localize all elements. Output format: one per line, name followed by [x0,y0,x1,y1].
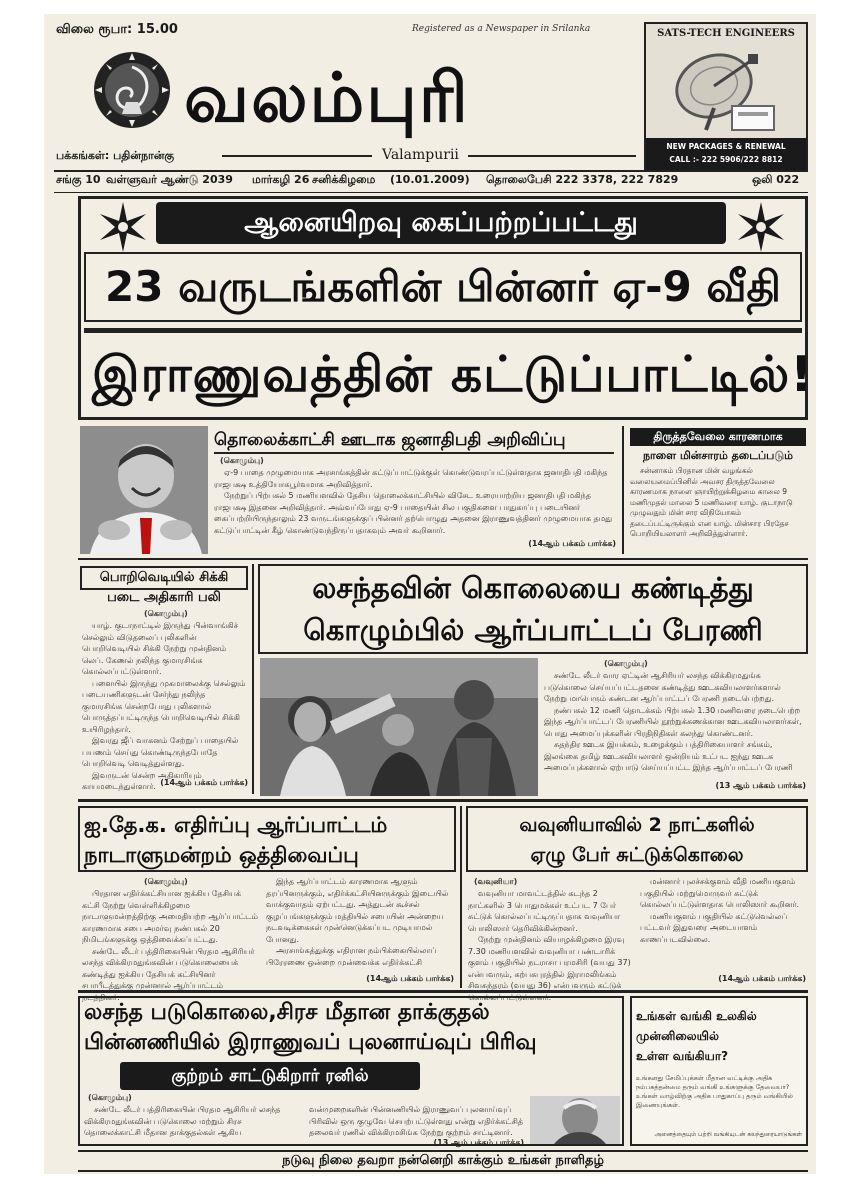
registration-note: Registered as a Newspaper in Srilanka [412,24,591,34]
dateline-day: சனிக்கிழமை [312,173,376,186]
protest-para: சுதந்திர ஊடக இயக்கம், உழைக்கும் பத்திரிகையாளர் சங்கம், இலங்கை தமிழ் ஊடகவியலாளர் ஒன்றியம் உட்பட ஐந்து ஊடக அமைப்புக்களால் ஏற்பாடு செய்யப்பட்ட இந்த ஆர்ப்பாட்டப் பேரணி [544,740,793,772]
tv-story-para: நேற்றுப் பிற்பகல் 5 மணியளவில் தேசிய தொலைக்காட்சியில் விசேட உரையாற்றிய ஜனாதிபதி மகிந்த ராஜபக்ஷ இதனை அறிவித்தார். அவ்வப்போது ஏ-9 பாதையின் சில பகுதிகளை பாதுகாப்பு படையினர் கைப்பற்றியிருந்தாலும் 23 வருடங்களுக்குப் பின்னர் தற்பொழுது அதனை இராணுவத்தினர் முழுமையாக தமது கட்டுப்பாட்டின் கீழ் கொண்டுவந்திருப்பதாகவும் அவர் கூறினார். [214,491,613,535]
lasantha-headline-2: பின்னணியில் இராணுவப் புலனாய்வுப் பிரிவு [84,1030,537,1055]
vavuniya-body-col2 [640,876,806,972]
lasantha-kicker: குற்றம் சாட்டுகிறார் ரனில் [171,1066,369,1086]
dateline-date: (10.01.2009) [390,173,470,186]
vavuniya-para: வவுனியா மாவட்டத்தில் கடந்த 2 நாட்களில் 3 பொதுமக்கள் உட்பட 7 பேர் சுட்டுக் கொல்லப்பட்டிருப்பதாக வவுனியா பொலிஸார் தெரிவிக்கின்றனர். [468,889,621,933]
blast-story-para: யாழ். குடாநாட்டில் இருந்து பின்வாங்கிச் செல்லும் விடுதலைப் புலிகளின் பொறிவெடியில் சிக்கி நேற்று முன்தினம் லெப். கேணல் நலிந்த குமாரசிங்க கொல்லப்பட்டுள்ளார். [82,621,239,676]
protest-dateline: (கொழும்பு) [604,659,648,668]
title-rule-right [468,155,636,157]
satellite-dish-icon [670,46,782,138]
lasantha-body [84,1104,524,1140]
power-story-headline-2: நாளை மின்சாரம் தடைப்படும் [642,449,794,462]
unp-para: அரசாங்கத்துக்கு எதிரான நம்பிக்கையில்லாப் பிரேரணை ஒன்றை முன்வைக்க எதிர்க்கட்சி [266,946,437,967]
dateline-year: வள்ளுவர் ஆண்டு 2039 [106,173,233,186]
tv-story-continued[interactable]: (14ஆம் பக்கம் பார்க்க) [528,539,616,548]
unp-para: இந்த ஆர்ப்பாட்டம் காரணமாக ஆளும் தரப்பினருக்கும், எதிர்க்கட்சியினருக்கும் இடையில் வாக்குவாதம் ஏற்பட்டது. அத்துடன் கூச்சல் குழப்பங்களுக்கும் மத்தியில் சபையின் அன்றைய நடவடிக்கைகள் முன்னெடுக்கப்பட முடியாமல் போனது. [266,877,449,944]
vavuniya-divider [460,806,462,988]
satstech-ad-line2: CALL :- 222 5906/222 8812 [669,155,783,164]
unp-body-col1 [82,888,258,1002]
blast-story-para: இவருடன் சென்ற அதிகாரியும் காயமடைந்துள்ளார். [82,770,202,791]
blast-story-headline-1: பொறிவெடியில் சிக்கி [80,566,248,590]
tv-story-headline: தொலைக்காட்சி ஊடாக ஜனாதிபதி அறிவிப்பு [214,428,614,454]
satstech-ad [644,22,808,172]
page-count: பக்கங்கள்: பதின்நான்கு [56,149,175,162]
power-story-headline-1: திருத்தவேலை காரணமாக [630,428,806,446]
lasantha-headline-1: லசந்த படுகொலை,சிரச மீதான தாக்குதல் [84,1000,490,1025]
dateline [56,173,808,191]
unp-continued[interactable]: (14ஆம் பக்கம் பார்க்க) [366,974,454,983]
power-story-body [630,466,806,550]
power-story-para: சன்னாகம் பிரதான மின் வழங்கல் வலையமைப்பினில் அவசர திருத்தவேலை காரணமாக நாளை ஞாயிற்றுக்கிழமை காலை 9 மணிமுதல் மாலை 5 மணிவரை யாழ். குடாநாடு முழுவதும் மின் சார விநியோகம் தடைப்பட்டிருக்கும் என யாழ். மின்சார பிரதேச பொறியியலாளர் அறிவித்துள்ளார். [630,466,793,538]
blast-story-continued[interactable]: (14ஆம் பக்கம் பார்க்க) [160,778,248,787]
star-icon-right [734,200,788,258]
unp-headline-1: ஐ.தே.க. எதிர்ப்பு ஆர்ப்பாட்டம் [84,813,388,837]
unp-para: பிரதான எதிர்க்கட்சியான ஐக்கிய தேசியக் கட்சி நேற்று வெள்ளிக்கிழமை நாடாளுமன்றத்திற்கு அமைதியற்ற ஆர்ப்பாட்டம் காரணமாக சபை அமர்வு நண்பகல் 20 நிமிடங்களுக்கு ஒத்திவைக்கப்பட்டது. [82,889,258,944]
tv-story-para: ஏ-9 பாதை முழுமையாக அரசாங்கத்தின் கட்டுப்பாட்டுக்குள் கொண்டுவரப்பட்டுள்ளதாக ஜனாதிபதி மகிந்த ராஜபக்ஷ உத்தியோகபூர்வமாக அறிவித்தார். [214,468,608,489]
vavuniya-body-col1 [468,888,634,1002]
ranil-photo [530,1096,620,1144]
section-rule-3 [78,990,808,993]
footer-motto: நடுவு நிலை தவறா நன்னெறி காக்கும் உங்கள் நாளிதழ் [282,1153,604,1168]
protest-para: நண்பகல் 12 மணி தொடக்கம் பிற்பகல் 1.30 மணிவரை நடைபெற்ற இந்த ஆர்ப்பாட்டப் பேரணியில் நூற்றுக்கணக்கான ஊடகவியலாளர்கள், பொது அமைப்புக்களின் பிரதிநிதிகள் கலந்து கொண்டனர். [544,705,802,738]
blast-story-dateline: (கொழும்பு) [144,609,188,618]
blast-story-para: பளையில் இருந்து முகமாலைக்கு செல்லும் படையணிகளுடன் சேர்ந்து நலிந்த குமாரசிங்க சென்றபோது புலிகளால் பொருத்தப்பட்டிருந்த பொறிவெடியில் சிக்கி உயிரிழந்தார். [82,678,246,734]
lasantha-para: சண்டே லீடர் பத்திரிகையின் பிரதம ஆசிரியர் லசந்த விக்கிரமதுங்கவின் படுகொலை மற்றும் சிரச தொலைக்காட்சி மீதான தாக்குதல்கள் ஆகிய வன்முறைகளின் பின்னணியில் இராணுவப் புலனாய்வுப் பிரிவில் ஒரு குழுவே செயற்பட்டுள்ளது என்று எதிர்க்கட்சித் தலைவர் ரணில் விக்கிரமசிங்க நேற்று குற்றம் சாட்டினார். [84,1105,524,1137]
vavuniya-para: மன்னார் புலச்சக்குளம் வீதி மணியகுளம் பகுதியில் மற்றுமொருவர் சுட்டுக் கொல்லப்பட்டுள்ளதாக பொலிஸார் கூறினர். [640,877,800,909]
protest-continued[interactable]: (13 ஆம் பக்கம் பார்க்க) [715,781,806,790]
lead-headline-2: இராணுவத்தின் கட்டுப்பாட்டில்! [92,346,814,403]
unp-body-col2 [266,876,454,972]
dateline-volume: சங்கு 10 [56,173,101,186]
vavuniya-para: மணியகுளம் பகுதியில் கட்டுவெல்லப் பட்டவர் இதுவரை அடையாளம் காணப்படவில்லை. [640,911,788,944]
vavuniya-continued[interactable]: (14ஆம் பக்கம் பார்க்க) [718,974,806,983]
satstech-ad-line1: NEW PACKAGES & RENEWAL [666,142,786,151]
blast-story-headline-2: படை அதிகாரி பலி [107,590,221,605]
vavuniya-headline-1: வவுனியாவில் 2 நாட்களில் [519,814,755,836]
protest-body [544,670,806,780]
lead-divider [84,328,802,333]
protest-para: சண்டே லீடர் வார ஏட்டின் ஆசிரியர் லசந்த விக்கிரமதுங்க படுகொலை செய்யப்பட்டதனை கண்டித்து ஊடகவியலாளர்களால் நேற்று மாபெரும் கண்டன ஆர்ப்பாட்டப் பேரணி நடைபெற்றது. [544,671,781,703]
unp-headline-2: நாடாளுமன்றம் ஒத்திவைப்பு [84,843,359,867]
newspaper-subtitle: Valampurii [382,147,459,163]
lead-kicker: ஆனையிறவு கைப்பற்றப்பட்டது [244,207,638,238]
newspaper-page [44,14,816,1174]
unp-dateline: (கொழும்பு) [144,877,188,886]
bank-ad-line3: உள்ள வங்கியா? [636,1049,729,1063]
dateline-phone: தொலைபேசி 222 3378, 222 7829 [486,173,679,186]
protest-headline-1: லசந்தவின் கொலையை கண்டித்து [312,571,754,605]
dateline-rule-bottom [54,192,808,193]
satstech-ad-footer [646,138,806,170]
unp-para: சண்டே லீடர் பத்திரிகையின் பிரதம ஆசிரியர் லசந்த விக்கிரமதுங்கவின் படுகொலையைக் கண்டித்து ஐக்கிய தேசியக் கட்சியினர் சபாபீடத்துக்கு முன்னால் ஆர்ப்பாட்டம் நடத்தினர். [82,946,255,1002]
bank-ad-line2: முன்னிலையில் [636,1029,719,1043]
blast-story-para: இவரது ஜீப் வாகனம் சேற்றுப் பாதையில் பயணம் செய்து கொண்டிருந்தபோதே பொறிவெடி வெடித்துள்ளது. [82,736,239,768]
conch-emblem-icon [92,50,172,130]
lasantha-dateline: (கொழும்பு) [88,1093,132,1102]
bank-ad-line1: உங்கள் வங்கி உலகில் [636,1009,757,1023]
section-rule-1 [78,558,808,560]
section-rule-2 [78,799,808,802]
price-label: விலை ரூபா: 15.00 [56,22,178,37]
tv-story-body [214,467,616,537]
president-photo [80,426,208,554]
footer-motto-bar [78,1150,808,1172]
newspaper-title: வலம்புரி [184,59,470,138]
tv-story-dateline: (கொழும்பு) [220,456,264,465]
vavuniya-para: நேற்று முன்தினம் வியாழக்கிழமை இரவு 7.30 மணியளவில் வவுனியா பண்டாரிக் குளம் பகுதியில் நடராசா பரமசிரி (வயது 37) என்பவரும், கற்பகபுரத்தில் இராமலிங்கம் சிவசுந்தரம் (வயது 36) என்பவரும் சுட்டுக் கொல்லப்பட்டுள்ளனர். [468,935,631,1002]
lasantha-continued[interactable]: (13 ஆம் பக்கம் பார்க்க) [433,1138,524,1147]
lead-headline-1: 23 வருடங்களின் பின்னர் ஏ-9 வீதி [105,262,781,311]
bank-ad-footer: அனைத்தையும் பற்றி வங்கியுடன் கலந்துரையாடுங்கள் [654,1131,802,1138]
vavuniya-dateline: (வவுனியா) [474,877,518,886]
star-icon-left [96,200,150,258]
bank-ad-body: உங்களது சேமிப்புக்கள் மீதான வட்டிக்கு அதிக நம்பகத்தன்மை தரும் வங்கி உங்களுக்கு தேவையா? உங்கள் வாழ்விற்கு அதிக பாதுகாப்பு தரும் வங்கியில் இணையுங்கள். [636,1074,793,1109]
protest-headline-2: கொழும்பில் ஆர்ப்பாட்டப் பேரணி [303,613,763,647]
dateline-rule-top [54,170,808,172]
vavuniya-headline-2: ஏழு பேர் சுட்டுக்கொலை [530,844,744,866]
lead-kicker-bar [156,202,726,244]
dateline-issue: ஒலி 022 [752,173,800,186]
protest-photo [260,658,538,796]
satstech-ad-name: SATS-TECH ENGINEERS [657,28,795,39]
dateline-tamil-date: மார்கழி 26 [252,173,310,186]
title-rule-left [222,155,372,157]
lasantha-kicker-bar [120,1062,420,1090]
